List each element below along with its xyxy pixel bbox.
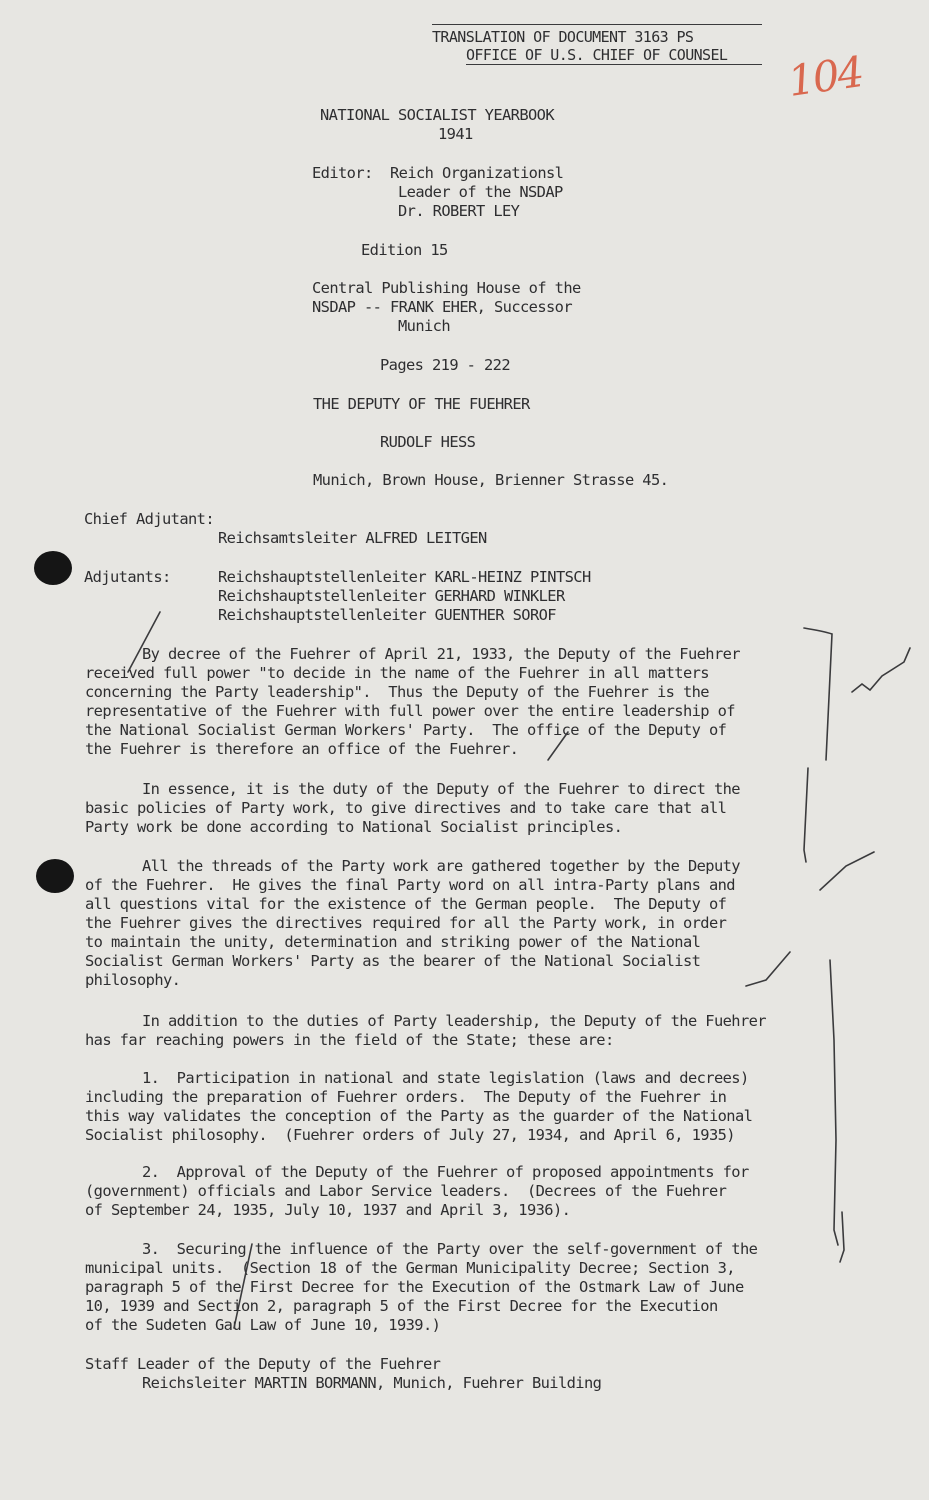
item-1-line: 1. Participation in national and state legislation (laws and decrees) [142, 1069, 749, 1087]
item-1-line: this way validates the conception of the Party as the guarder of the National [85, 1107, 753, 1125]
paragraph-3-line: of the Fuehrer. He gives the final Party word on all intra-Party plans and [85, 876, 735, 894]
editor-line-3: Dr. ROBERT LEY [398, 202, 520, 220]
paragraph-4-line: has far reaching powers in the field of the State; these are: [85, 1031, 614, 1049]
yearbook-year: 1941 [438, 125, 473, 143]
office-line: OFFICE OF U.S. CHIEF OF COUNSEL [466, 46, 728, 64]
translation-line: TRANSLATION OF DOCUMENT 3163 PS [432, 28, 694, 46]
office-underline [466, 64, 762, 65]
pages: Pages 219 - 222 [380, 356, 510, 374]
item-3-line: 10, 1939 and Section 2, paragraph 5 of the First Decree for the Execution [85, 1297, 718, 1315]
bracket-mark [804, 628, 832, 760]
paragraph-1-line: the Fuehrer is therefore an office of the Fuehrer. [85, 740, 519, 758]
item-2-line: of September 24, 1935, July 10, 1937 and April 3, 1936). [85, 1201, 571, 1219]
paragraph-2-line: basic policies of Party work, to give directives and to take care that all [85, 799, 727, 817]
paragraph-3-line: all questions vital for the existence of the German people. The Deputy of [85, 895, 727, 913]
deputy-name: RUDOLF HESS [380, 433, 476, 451]
item-3-line: of the Sudeten Gau Law of June 10, 1939.) [85, 1316, 441, 1334]
item-1-line: including the preparation of Fuehrer orders. The Deputy of the Fuehrer in [85, 1088, 727, 1106]
bracket-mark [804, 768, 808, 862]
chief-adjutant-name: Reichsamtsleiter ALFRED LEITGEN [218, 529, 487, 547]
staff-leader-title: Staff Leader of the Deputy of the Fuehrer [85, 1355, 441, 1373]
paragraph-1-line: By decree of the Fuehrer of April 21, 1933, the Deputy of the Fuehrer [142, 645, 740, 663]
item-2-line: 2. Approval of the Deputy of the Fuehrer of proposed appointments for [142, 1163, 749, 1181]
bracket-mark [830, 960, 838, 1245]
edition: Edition 15 [361, 241, 448, 259]
slash-mark [746, 952, 790, 986]
adjutants-label: Adjutants: [84, 568, 171, 586]
editor-line-1: Editor: Reich Organizationsl [312, 164, 564, 182]
editor-line-2: Leader of the NSDAP [398, 183, 563, 201]
check-mark [852, 648, 910, 692]
publisher-line-1: Central Publishing House of the [312, 279, 581, 297]
paragraph-2-line: In essence, it is the duty of the Deputy of the Fuehrer to direct the [142, 780, 740, 798]
paragraph-1-line: concerning the Party leadership". Thus the Deputy of the Fuehrer is the [85, 683, 709, 701]
adjutant-1: Reichshauptstellenleiter KARL-HEINZ PINTSCH [218, 568, 591, 586]
staff-leader-name: Reichsleiter MARTIN BORMANN, Munich, Fuehrer Building [142, 1374, 602, 1392]
paragraph-1-line: the National Socialist German Workers' Party. The office of the Deputy of [85, 721, 727, 739]
item-1-line: Socialist philosophy. (Fuehrer orders of July 27, 1934, and April 6, 1935) [85, 1126, 735, 1144]
item-2-line: (government) officials and Labor Service leaders. (Decrees of the Fuehrer [85, 1182, 727, 1200]
paragraph-1-line: representative of the Fuehrer with full power over the entire leadership of [85, 702, 735, 720]
item-3-line: municipal units. (Section 18 of the German Municipality Decree; Section 3, [85, 1259, 735, 1277]
punch-hole-top [34, 551, 72, 585]
paragraph-4-line: In addition to the duties of Party leadership, the Deputy of the Fuehrer [142, 1012, 766, 1030]
paragraph-1-line: received full power "to decide in the name of the Fuehrer in all matters [85, 664, 709, 682]
adjutant-3: Reichshauptstellenleiter GUENTHER SOROF [218, 606, 556, 624]
publisher-line-2: NSDAP -- FRANK EHER, Successor [312, 298, 572, 316]
paragraph-3-line: Socialist German Workers' Party as the bearer of the National Socialist [85, 952, 701, 970]
check-mark [820, 852, 874, 890]
paragraph-3-line: philosophy. [85, 971, 181, 989]
item-3-line: 3. Securing the influence of the Party over the self-government of the [142, 1240, 758, 1258]
chief-adjutant-label: Chief Adjutant: [84, 510, 214, 528]
punch-hole-bottom [36, 859, 74, 893]
bracket-mark [840, 1212, 844, 1262]
adjutant-2: Reichshauptstellenleiter GERHARD WINKLER [218, 587, 565, 605]
paragraph-3-line: All the threads of the Party work are gathered together by the Deputy [142, 857, 740, 875]
item-3-line: paragraph 5 of the First Decree for the Execution of the Ostmark Law of June [85, 1278, 744, 1296]
paragraph-3-line: to maintain the unity, determination and striking power of the National [85, 933, 701, 951]
header-rule [432, 24, 762, 25]
publisher-line-3: Munich [398, 317, 450, 335]
address: Munich, Brown House, Brienner Strasse 45. [313, 471, 669, 489]
yearbook-title: NATIONAL SOCIALIST YEARBOOK [320, 106, 554, 124]
handwritten-page-number: 104 [784, 47, 866, 106]
paragraph-2-line: Party work be done according to National Socialist principles. [85, 818, 623, 836]
paragraph-3-line: the Fuehrer gives the directives required for all the Party work, in order [85, 914, 727, 932]
deputy-heading: THE DEPUTY OF THE FUEHRER [313, 395, 530, 413]
